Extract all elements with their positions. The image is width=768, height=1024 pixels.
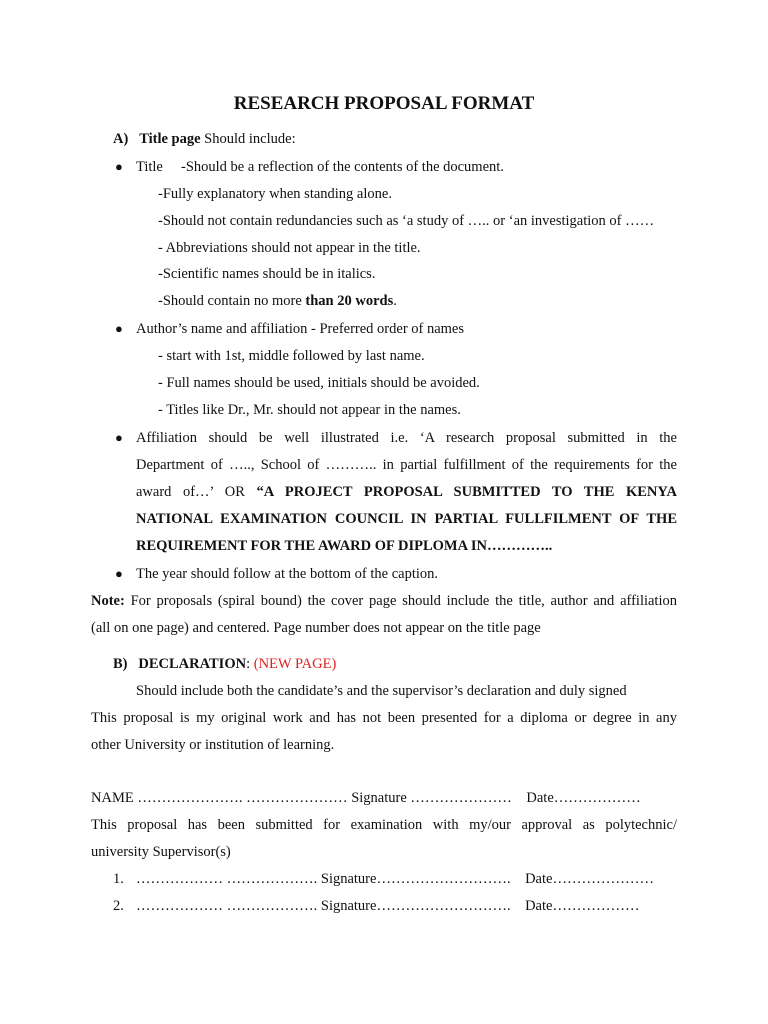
section-a-title-rest: Should include: [200, 131, 296, 147]
affiliation-line [136, 483, 677, 501]
title-point: - Abbreviations should not appear in the title. [158, 240, 421, 256]
section-b-letter: B) [113, 656, 128, 672]
note-line: (all on one page) and centered. Page number does not appear on the title page [91, 620, 541, 636]
bullet-icon: ● [115, 159, 123, 174]
bullet-icon: ● [115, 321, 123, 336]
new-page-note: (NEW PAGE) [253, 656, 337, 672]
candidate-signature-line: NAME …………………. ………………… Signature ………………… Date……………… [91, 790, 641, 806]
word-limit-bold: than 20 words [305, 293, 394, 309]
title-label: Title [136, 159, 163, 175]
title-point: -Should be a reflection of the contents of the document. [181, 159, 504, 175]
section-a-letter: A) [113, 131, 129, 147]
supervisor-signature-line: ……………… ………………. Signature………………………. Date……………… [136, 898, 640, 914]
word-limit-prefix: -Should contain no more [158, 293, 306, 309]
author-point: - Full names should be used, initials should be avoided. [158, 375, 480, 391]
supervisor-number: 1. [113, 871, 124, 887]
affiliation-line: Department of ….., School of ……….. in partial fulfillment of the requirements for the [136, 457, 677, 473]
author-point: - Titles like Dr., Mr. should not appear in the names. [158, 402, 461, 418]
note-label: Note: [91, 593, 125, 609]
affiliation-line: REQUIREMENT FOR THE AWARD OF DIPLOMA IN………….. [136, 538, 553, 554]
section-a-title: Title page [139, 131, 201, 147]
title-point: -Scientific names should be in italics. [158, 266, 376, 282]
bullet-icon: ● [115, 566, 123, 581]
supervisor-number: 2. [113, 898, 124, 914]
declaration-statement: This proposal is my original work and has not been presented for a diploma or degree in any [91, 710, 677, 726]
author-point: - start with 1st, middle followed by last name. [158, 348, 425, 364]
declaration-intro: Should include both the candidate’s and the supervisor’s declaration and duly signed [136, 683, 627, 699]
note-text: For proposals (spiral bound) the cover page should include the title, author and affiliation [124, 593, 677, 609]
title-point: -Fully explanatory when standing alone. [158, 186, 392, 202]
affiliation-line: Affiliation should be well illustrated i.e. ‘A research proposal submitted in the [136, 430, 677, 446]
supervisor-signature-line: ……………… ………………. Signature………………………. Date………………… [136, 871, 654, 887]
word-limit-suffix: . [393, 293, 397, 309]
author-heading: Author’s name and affiliation - Preferred order of names [136, 321, 465, 337]
section-b-title: DECLARATION [138, 656, 247, 672]
affiliation-award-text: award of…’ OR [136, 484, 257, 500]
affiliation-line: NATIONAL EXAMINATION COUNCIL IN PARTIAL FULLFILMENT OF THE [136, 511, 677, 527]
supervisor-statement: university Supervisor(s) [91, 844, 231, 860]
supervisor-statement: This proposal has been submitted for examination with my/our approval as polytechnic/ [91, 817, 677, 833]
section-a-heading [113, 130, 296, 148]
section-b-heading [113, 655, 336, 673]
title-point: -Should not contain redundancies such as ‘a study of ….. or ‘an investigation of …… [158, 213, 655, 229]
section-b-colon: : [246, 656, 254, 672]
declaration-statement: other University or institution of learning. [91, 737, 335, 753]
bullet-icon: ● [115, 430, 123, 445]
note-line [91, 592, 677, 610]
affiliation-bold-text: “A PROJECT PROPOSAL SUBMITTED TO THE KENYA [256, 484, 677, 500]
title-word-limit [158, 292, 397, 310]
year-point: The year should follow at the bottom of the caption. [136, 566, 439, 582]
document-title: RESEARCH PROPOSAL FORMAT [233, 93, 535, 114]
